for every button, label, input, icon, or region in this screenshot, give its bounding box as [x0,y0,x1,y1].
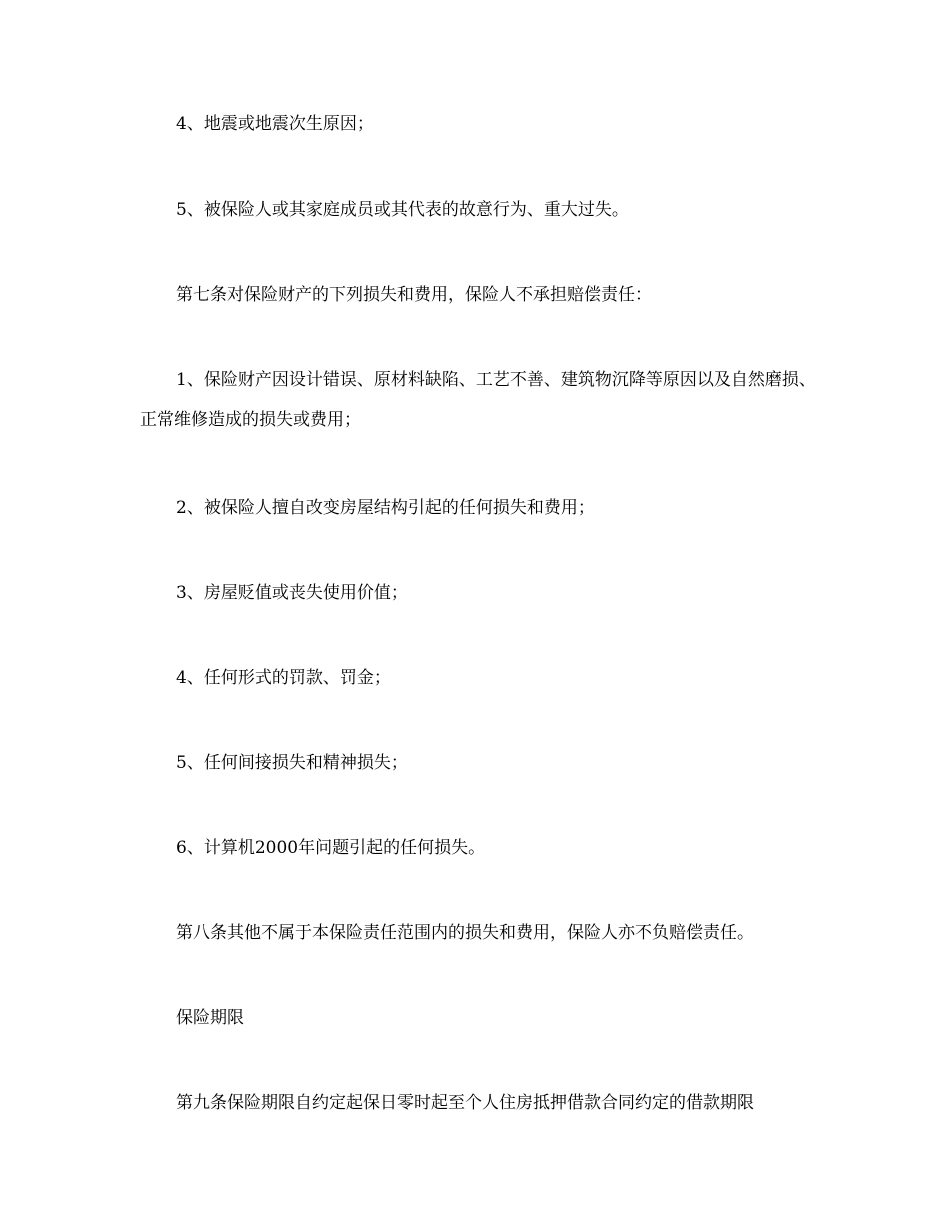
article-7-heading: 第七条对保险财产的下列损失和费用，保险人不承担赔偿责任： [176,285,652,305]
clause-item-depreciation: 3、房屋贬值或丧失使用价值； [176,583,408,603]
clause-item-intentional-act: 5、被保险人或其家庭成员或其代表的故意行为、重大过失。 [176,200,629,220]
clause-item-structure-change: 2、被保险人擅自改变房屋结构引起的任何损失和费用； [176,498,595,518]
clause-item-earthquake: 4、地震或地震次生原因； [176,114,374,134]
clause-item-y2k: 6、计算机2000年问题引起的任何损失。 [176,838,486,858]
section-heading-insurance-period: 保险期限 [176,1008,244,1028]
article-8-text: 第八条其他不属于本保险责任范围内的损失和费用，保险人亦不负赔偿责任。 [176,923,754,943]
clause-item-fines: 4、任何形式的罚款、罚金； [176,668,391,688]
article-9-text: 第九条保险期限自约定起保日零时起至个人住房抵押借款合同约定的借款期限 [176,1093,754,1113]
clause-item-design-defect: 1、保险财产因设计错误、原材料缺陷、工艺不善、建筑物沉降等原因以及自然磨损、正常维修造成的损失或费用； [140,370,816,430]
clause-item-indirect-loss: 5、任何间接损失和精神损失； [176,753,408,773]
